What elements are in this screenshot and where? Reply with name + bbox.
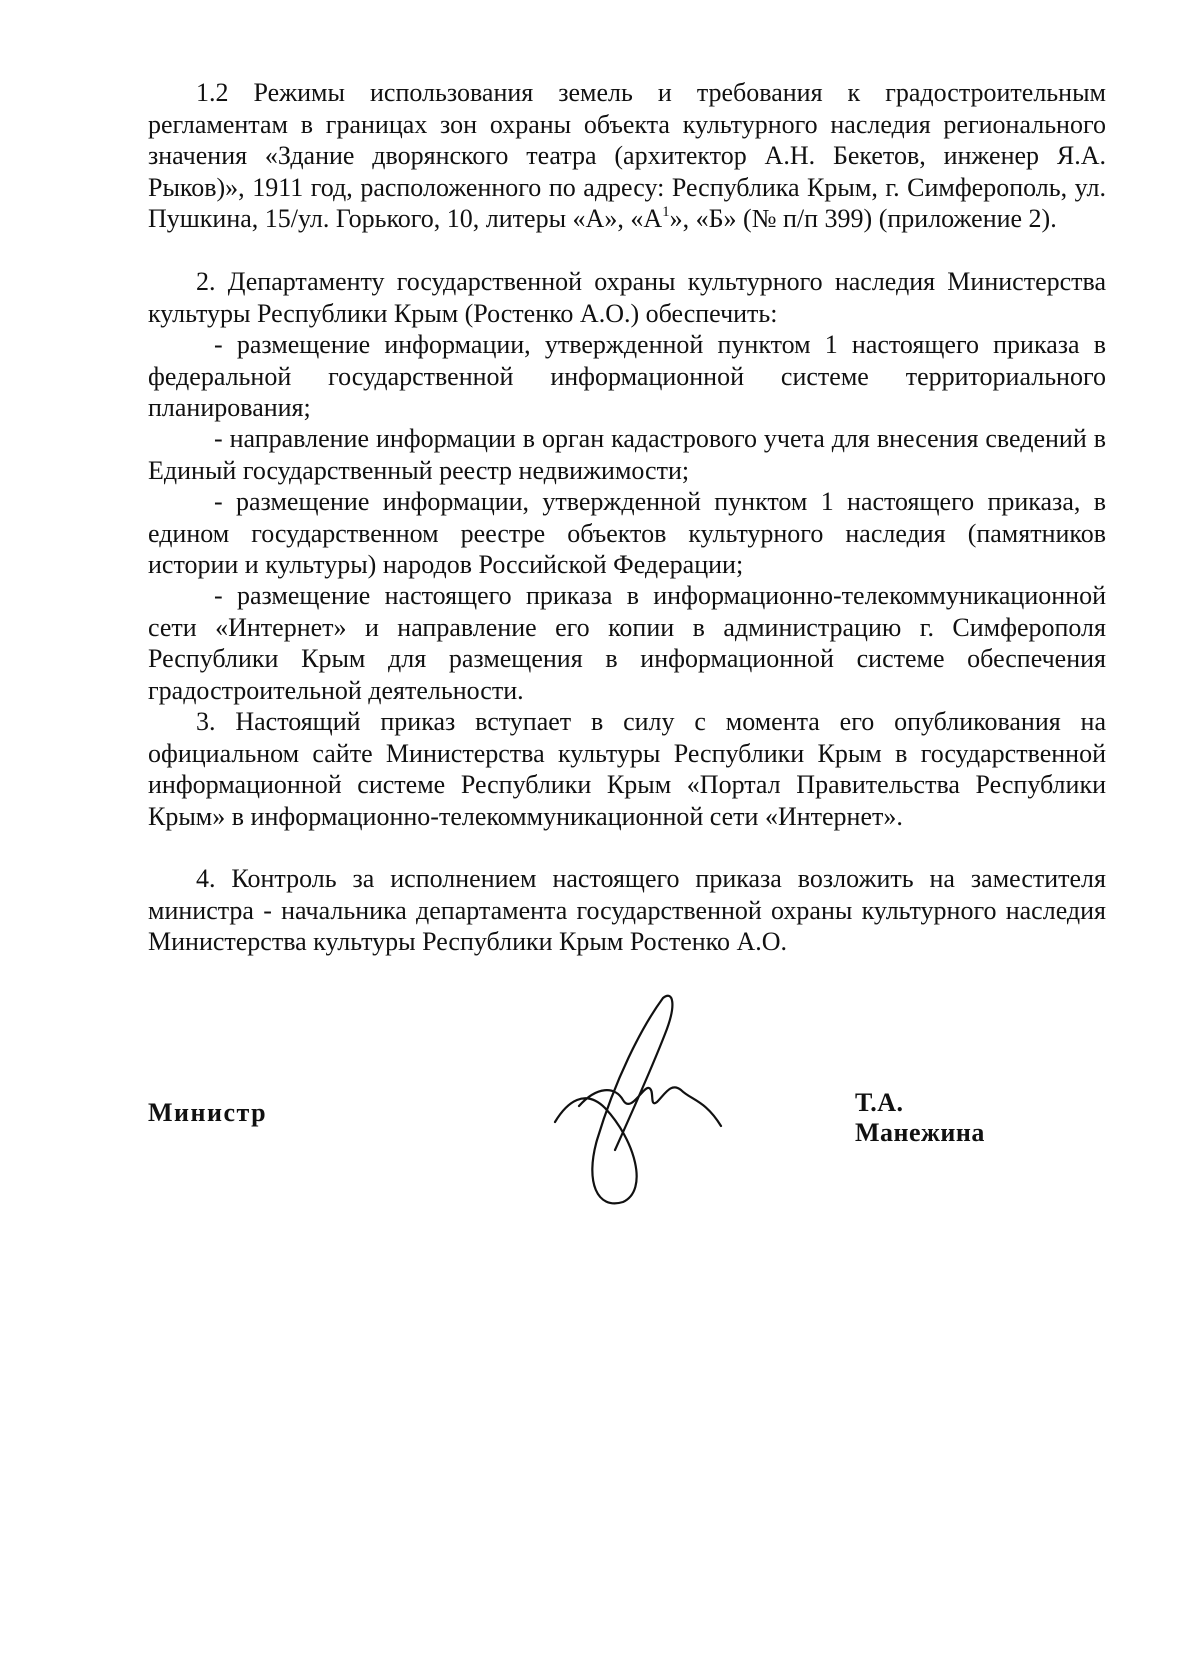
handwritten-signature-icon xyxy=(545,990,735,1215)
signatory-title: Министр xyxy=(148,1098,268,1127)
paragraph-2: 2. Департаменту государственной охраны культурного наследия Министерства культуры Республики Крым (Ростенко А.О.) обеспечить: xyxy=(148,267,1106,328)
bullet-item-fgis-tp: - размещение информации, утвержденной пунктом 1 настоящего приказа в федеральной государственной информационной системе территориального планирования; xyxy=(148,330,1106,422)
bullet-item-internet: - размещение настоящего приказа в информационно-телекоммуникационной сети «Интернет» и направление его копии в администрацию г. Симферополя Республики Крым для размещения в информационной системе обеспечения градостроительной деятельности. xyxy=(148,581,1106,705)
paragraph-3: 3. Настоящий приказ вступает в силу с момента его опубликования на официальном сайте Министерства культуры Республики Крым в государственной информационной системе Республики Крым «Портал Правительства Республики Крым» в информационно-телекоммуникационной сети «Интернет». xyxy=(148,707,1106,831)
bullet-item-egr-okn: - размещение информации, утвержденной пунктом 1 настоящего приказа, в едином государственном реестре объектов культурного наследия (памятников истории и культуры) народов Российской Федерации; xyxy=(148,487,1106,579)
paragraph-1-2-text: 1.2 Режимы использования земель и требования к градостроительным регламентам в границах зон охраны объекта культурного наследия регионального значения «Здание дворянского театра (архитектор А.Н. Бекетов, инженер Я.А. Рыков)», 1911 год, расположенного по адресу: Республика Крым, г. Симферополь, ул. Пушкина, 15/ул. Горького, 10, литеры «А», «А xyxy=(148,78,1106,233)
bullet-item-cadastre: - направление информации в орган кадастрового учета для внесения сведений в Единый государственный реестр недвижимости; xyxy=(148,424,1106,485)
paragraph-1-2 xyxy=(148,77,1106,235)
paragraph-1-2-tail: », «Б» (№ п/п 399) (приложение 2). xyxy=(669,204,1057,233)
paragraph-4: 4. Контроль за исполнением настоящего приказа возложить на заместителя министра - начальника департамента государственной охраны культурного наследия Министерства культуры Республики Крым Ростенко А.О. xyxy=(148,864,1106,956)
signatory-name: Т.А. Манежина xyxy=(855,1088,985,1147)
superscript-one: 1 xyxy=(662,204,670,220)
